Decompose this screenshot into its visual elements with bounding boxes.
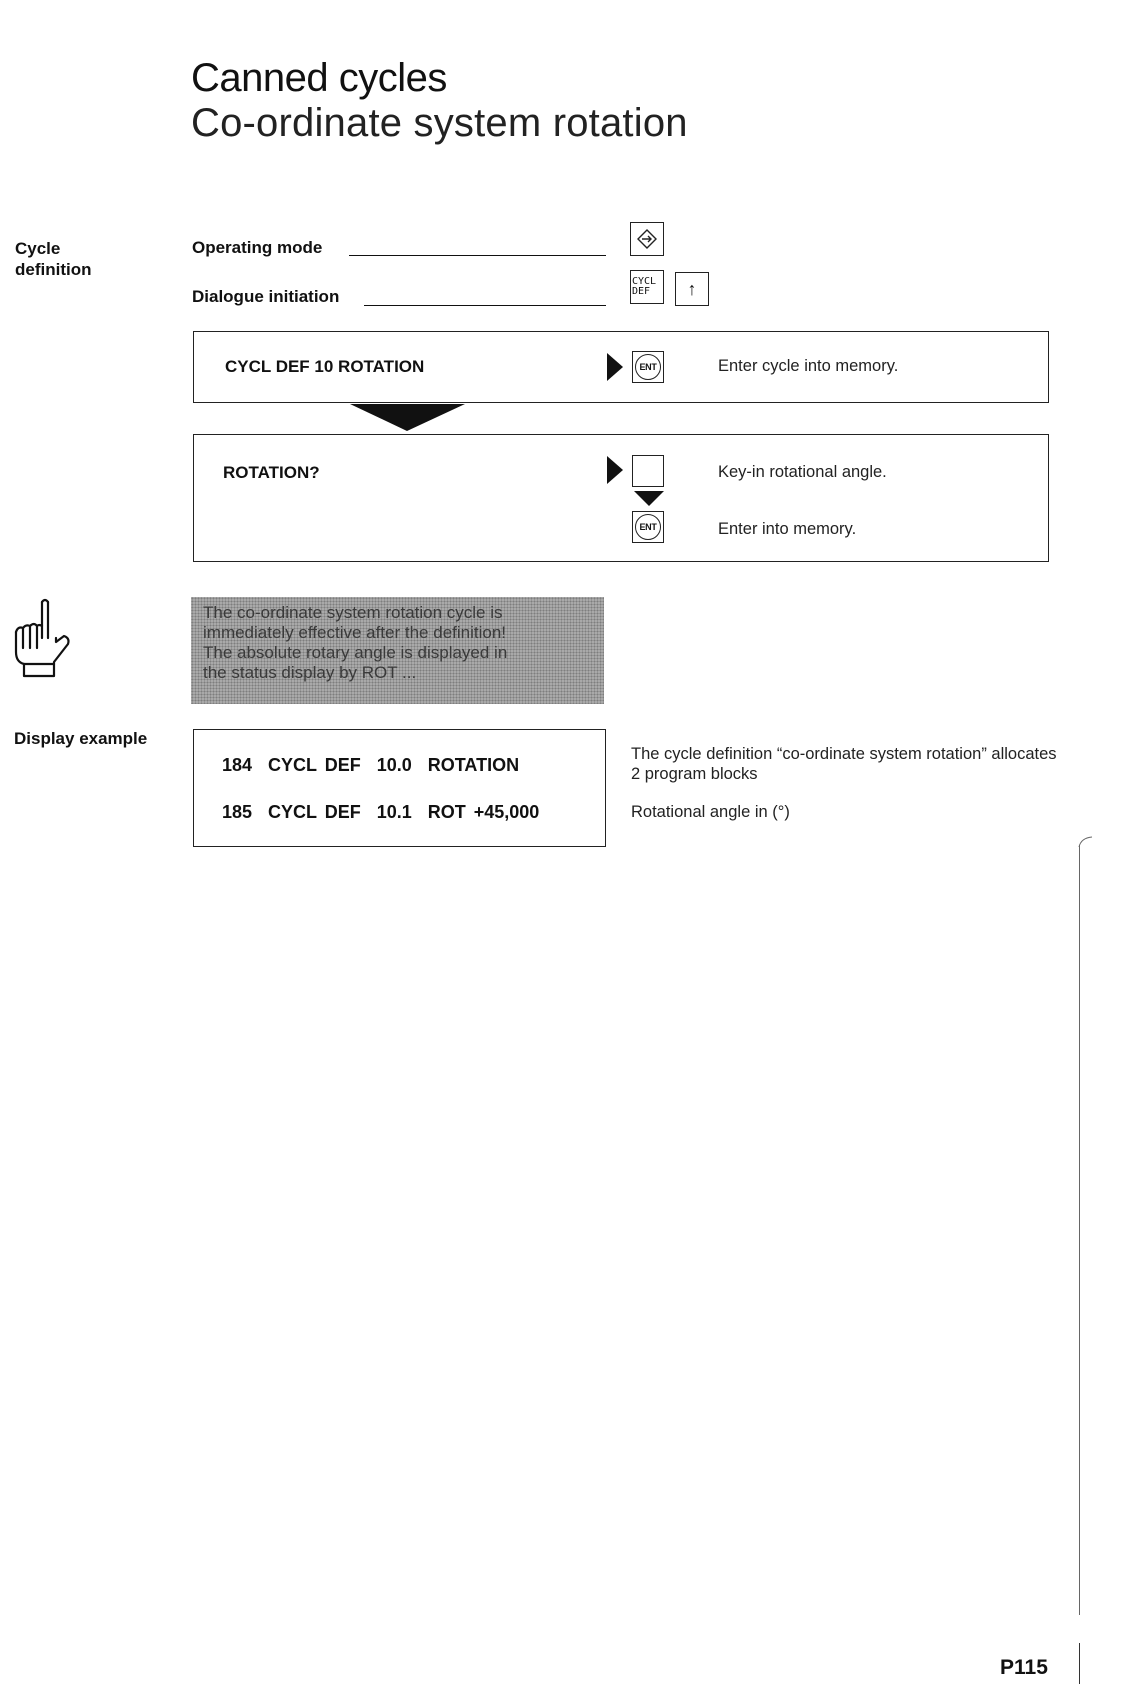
down-arrow-icon: [634, 490, 664, 507]
arrow-up-icon: ↑: [687, 278, 697, 299]
section-label-cycle-definition: [15, 238, 165, 280]
display-explanation: The cycle definition “co-ordinate system rotation” allocates 2 program blocks: [631, 745, 1057, 783]
display-example-box: [193, 729, 606, 847]
note-line: the status display by ROT ...: [203, 663, 417, 682]
section-label-line: Cycle: [15, 239, 61, 258]
dialogue-prompt: CYCL DEF 10 ROTATION: [225, 357, 425, 376]
pointing-hand-icon: [10, 598, 74, 680]
help-text: Enter cycle into memory.: [718, 357, 899, 375]
note-box: [191, 597, 604, 704]
dialogue-box-rotation: [193, 434, 1049, 562]
play-arrow-icon: [606, 455, 624, 485]
ent-key: [632, 351, 664, 383]
note-line: The absolute rotary angle is displayed in: [203, 643, 508, 662]
play-arrow-icon: [606, 352, 624, 382]
ent-key: [632, 511, 664, 543]
key-label: CYCL: [632, 276, 657, 287]
dialogue-initiation-label: Dialogue initiation: [192, 287, 340, 306]
arrow-up-key: [675, 272, 709, 306]
program-block-line: 184 CYCL DEF 10.0 ROTATION: [222, 755, 520, 775]
note-line: immediately effective after the definition!: [203, 623, 507, 642]
program-mode-icon: [636, 228, 658, 250]
programming-mode-key: [630, 222, 664, 256]
page-subtitle: Co-ordinate system rotation: [191, 101, 688, 145]
page-title: Canned cycles: [191, 56, 447, 100]
ent-icon: ENT: [635, 354, 661, 380]
cycl-def-key: [630, 270, 664, 304]
section-label-line: definition: [15, 260, 92, 279]
leader-line: [364, 305, 606, 306]
numeric-input-key: [632, 455, 664, 487]
operating-mode-label: Operating mode: [192, 238, 323, 257]
key-label: DEF: [632, 286, 651, 297]
page-number: P115: [1000, 1656, 1048, 1679]
program-block-line: 185 CYCL DEF 10.1 ROT +45,000: [222, 802, 540, 822]
display-explanation: Rotational angle in (°): [631, 803, 790, 821]
leader-line: [349, 255, 606, 256]
note-line: The co-ordinate system rotation cycle is: [203, 603, 503, 622]
dialogue-prompt: ROTATION?: [223, 463, 320, 482]
help-text: Enter into memory.: [718, 520, 857, 538]
ent-icon: ENT: [635, 514, 661, 540]
help-text: Key-in rotational angle.: [718, 463, 887, 481]
margin-rule-hook: [1078, 836, 1098, 848]
flow-down-arrow-icon: [350, 403, 465, 432]
section-label-display-example: Display example: [14, 729, 148, 748]
margin-rule: [1079, 1643, 1080, 1684]
margin-rule: [1079, 845, 1080, 1615]
